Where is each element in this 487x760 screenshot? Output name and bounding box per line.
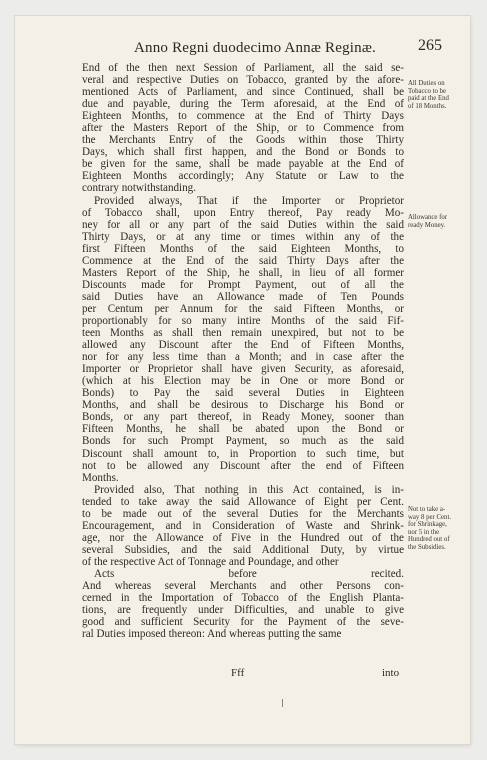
body-line: of Tobacco shall, upon Entry thereof, Pay ready Mo- <box>82 206 404 219</box>
body-line: Days, which shall first happen, and the Bond or Bonds to <box>82 146 404 159</box>
body-line: be given for the same, shall be made payable at the End of <box>82 158 404 171</box>
margin-note-line: way 8 per Cent. <box>408 513 452 521</box>
body-line: proportionably for so many intire Months of the said Fif- <box>82 314 404 327</box>
body-line: veral and respective Duties on Tobacco, granted by the afore- <box>82 74 404 87</box>
body-line: End of the then next Session of Parliament, all the said se- <box>82 62 404 74</box>
body-line: the Merchants Entry of the Goods within those Thirty <box>82 134 404 147</box>
margin-note-line: Allowance for <box>408 214 448 221</box>
margin-note-line: ready Money. <box>408 221 446 229</box>
body-line: Masters Report of the Ship, he shall, in lieu of all former <box>82 266 404 279</box>
body-line: contrary notwithstanding. <box>82 182 196 195</box>
body-line: not to be allowed any Discount after the end of Fifteen <box>82 459 404 472</box>
body-line: (which at his Election may be in One or more Bond or <box>82 375 404 388</box>
body-line: nor for any less time than a Month; and in case after the <box>82 351 404 364</box>
page-footer <box>0 667 487 681</box>
fold-mark <box>282 699 283 707</box>
body-line: tions, are frequently under Difficulties, and unable to give <box>82 604 404 617</box>
body-line: ral Duties imposed thereon: And whereas putting the same <box>82 628 342 641</box>
margin-note-shrinkage <box>408 506 468 552</box>
margin-note-line: Tobacco to be <box>408 87 447 95</box>
body-line: first Fifteen Months of the said Eighteen Months, to <box>82 242 404 255</box>
margin-note-line: All Duties on <box>408 80 445 87</box>
signature-mark: Fff <box>231 667 245 679</box>
body-line: ney for all or any part of the said Duties within the said <box>82 218 404 231</box>
body-line: Bonds, or any part thereof, in Ready Money, sooner than <box>82 411 404 424</box>
margin-note-line: the Subsidies. <box>408 543 446 551</box>
margin-note-duties-18-months <box>408 80 468 110</box>
running-title: Anno Regni duodecimo Annæ Reginæ. <box>133 40 376 56</box>
margin-note-line: of 18 Months. <box>408 102 447 110</box>
body-line: after the Masters Report of the Ship, or to Commence from <box>82 122 404 135</box>
body-line: Eighteen Months, to commence at the End of Thirty Days <box>82 110 404 123</box>
catchword: into <box>382 667 400 679</box>
margin-note-line: Not to take a- <box>408 506 446 513</box>
body-line: Eighteen Months accordingly; Any Statute or Law to the <box>82 170 404 183</box>
body-line: And whereas several Merchants and other Persons con- <box>82 580 404 593</box>
body-line: due and payable, during the Term aforesaid, at the End of <box>82 98 404 111</box>
body-line: tended to take away the said Allowance of Eight per Cent. <box>82 495 404 508</box>
body-line: said Duties have an Allowance made of Ten Pounds <box>82 290 404 303</box>
body-line: Bonds for such Prompt Payment, so much as the said <box>82 435 404 448</box>
body-line: Thirty Days, or at any time or times within any of the <box>82 230 404 243</box>
body-line: good and sufficient Security for the Payment of the seve- <box>82 616 404 629</box>
body-line: Provided always, That if the Importer or Proprietor <box>94 194 404 207</box>
body-line: Months. <box>82 471 119 484</box>
body-line: Bonds) to Pay the said several Duties in Eighteen <box>82 387 404 400</box>
margin-note-line: nor 5 in the <box>408 528 440 536</box>
body-line: per Centum per Annum for the said Fifteen Months, or <box>82 302 404 315</box>
body-line: several Subsidies, and the said Additional Duty, by virtue <box>82 543 404 556</box>
body-line: Discount shall amount to, in Proportion to such time, but <box>82 447 404 460</box>
margin-note-line: paid at the End <box>408 95 449 103</box>
body-line: allowed any Discount after the End of Fifteen Months, <box>82 339 404 352</box>
body-line: age, nor the Allowance of Five in the Hundred out of the <box>82 531 404 544</box>
body-line: Acts before recited. <box>94 567 404 580</box>
body-line: of the respective Act of Tonnage and Poundage, and other <box>82 555 339 568</box>
margin-note-line: Hundred out of <box>408 536 450 544</box>
margin-note-line: for Shrinkage, <box>408 521 447 529</box>
body-line: Provided also, That nothing in this Act contained, is in- <box>94 483 404 496</box>
body-line: to be made out of the several Duties for the Merchants <box>82 507 404 520</box>
body-line: Discounts made for Prompt Payment, out of all the <box>82 278 404 291</box>
body-line: Commence at the End of the said Thirty Days after the <box>82 254 404 267</box>
body-line: cerned in the Importation of Tobacco of the English Planta- <box>82 592 404 605</box>
margin-note-ready-money <box>408 214 468 229</box>
body-line: Importer or Proprietor shall have given Security, as aforesaid, <box>82 363 404 376</box>
body-line: teen Months as shall then remain unexpired, but not to be <box>82 327 404 340</box>
body-text <box>82 62 404 640</box>
page-number: 265 <box>418 37 442 54</box>
body-line: Fifteen Months, he shall be abated upon the Bond or <box>82 423 404 436</box>
body-line: Months, and shall be desirous to Discharge his Bond or <box>82 399 404 412</box>
body-line: mentioned Acts of Parliament, and since Continued, shall be <box>82 86 404 99</box>
body-line: Encouragement, and in Consideration of Waste and Shrink- <box>82 519 404 532</box>
